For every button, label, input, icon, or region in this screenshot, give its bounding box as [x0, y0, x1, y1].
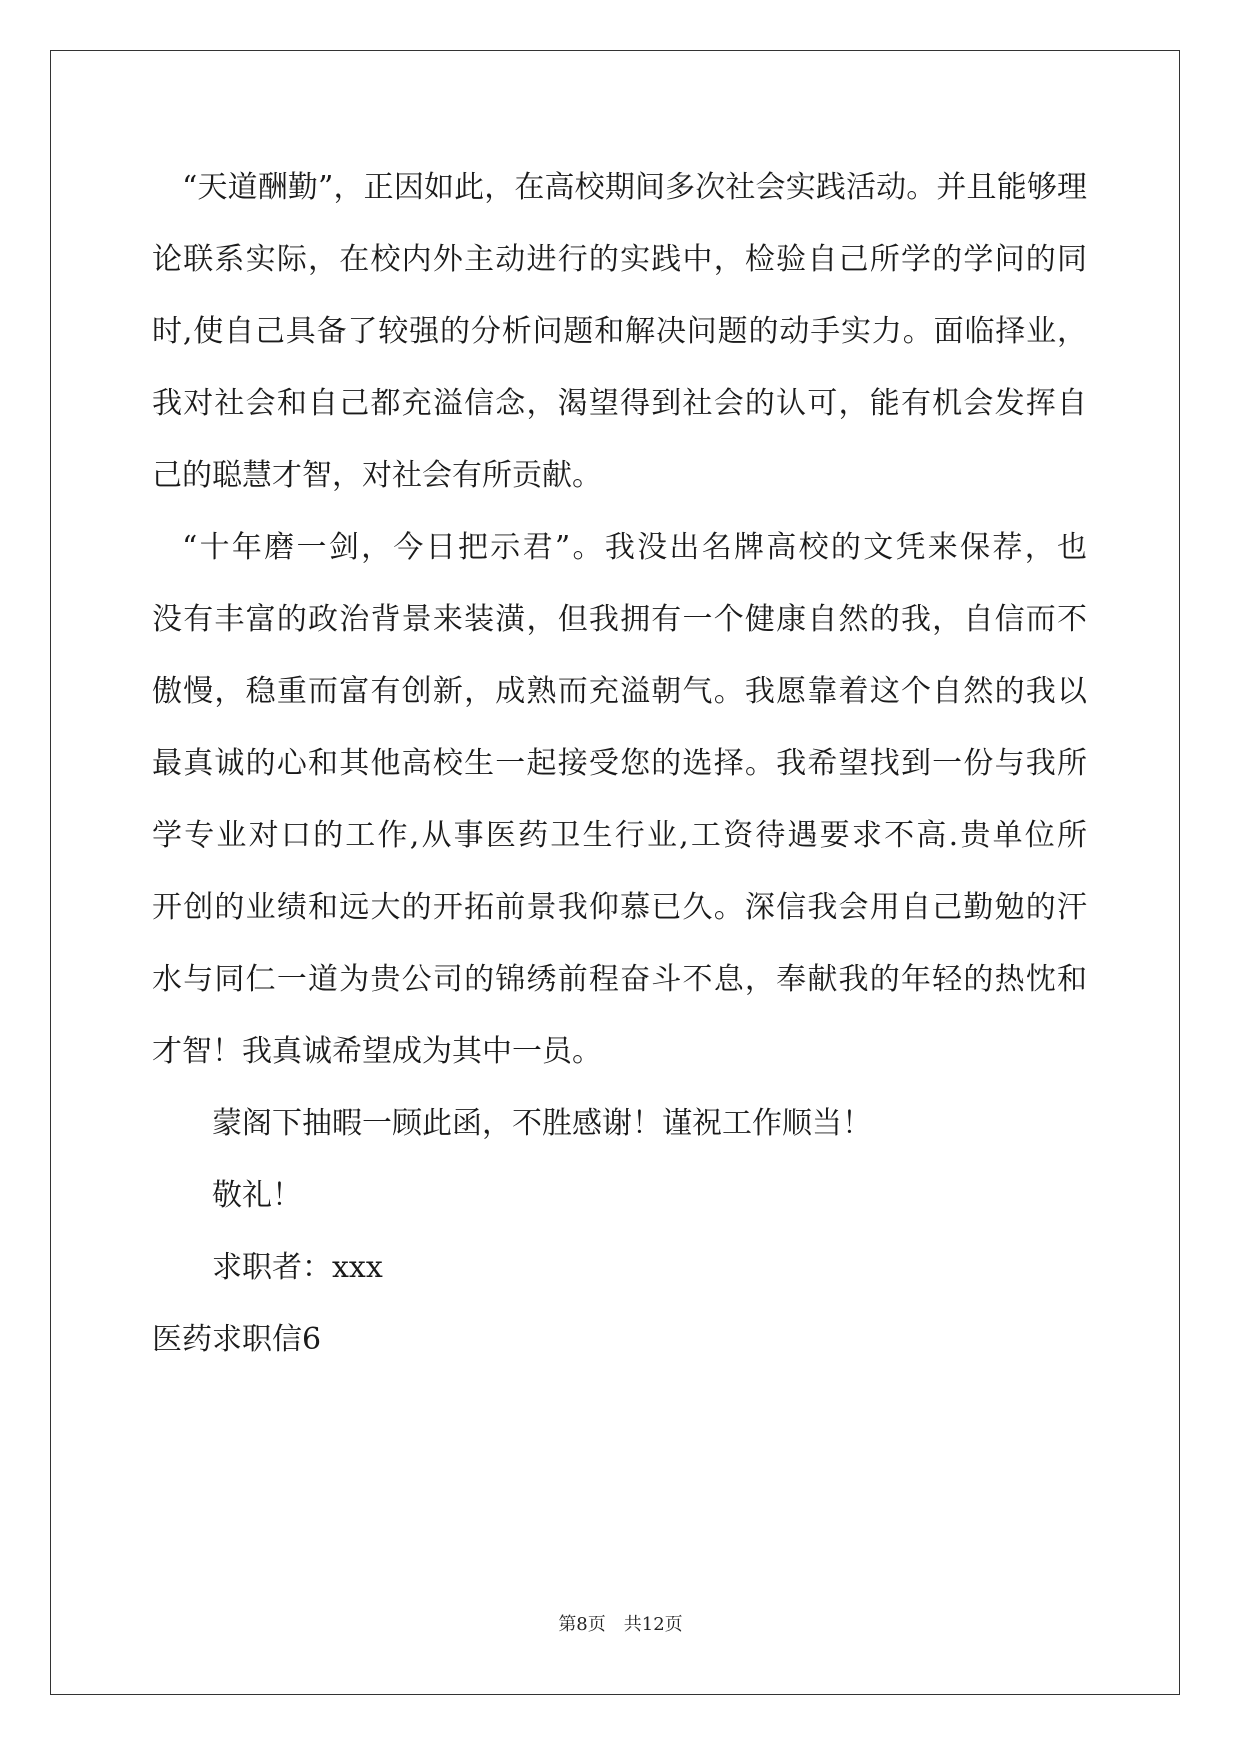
paragraph-line: 时,使自己具备了较强的分析问题和解决问题的动手实力。面临择业， — [152, 314, 1087, 349]
paragraph-line: 己的聪慧才智，对社会有所贡献。 — [152, 458, 602, 493]
paragraph-line: “天道酬勤”，正因如此，在高校期间多次社会实践活动。并且能够理 — [182, 170, 1087, 205]
paragraph-line: 学专业对口的工作,从事医药卫生行业,工资待遇要求不高.贵单位所 — [152, 818, 1087, 853]
paragraph-line: 傲慢，稳重而富有创新，成熟而充溢朝气。我愿靠着这个自然的我以 — [152, 674, 1087, 709]
paragraph-line: 没有丰富的政治背景来装潢，但我拥有一个健康自然的我，自信而不 — [152, 602, 1087, 637]
closing-line: 蒙阁下抽暇一顾此函，不胜感谢！谨祝工作顺当！ — [212, 1106, 872, 1141]
salute-line: 敬礼！ — [212, 1178, 302, 1213]
paragraph-line: 最真诚的心和其他高校生一起接受您的选择。我希望找到一份与我所 — [152, 746, 1087, 781]
page-border — [50, 50, 1180, 1695]
paragraph-line: 水与同仁一道为贵公司的锦绣前程奋斗不息，奉献我的年轻的热忱和 — [152, 962, 1087, 997]
paragraph-line: “十年磨一剑，今日把示君”。我没出名牌高校的文凭来保荐，也 — [182, 530, 1087, 565]
paragraph-line: 论联系实际，在校内外主动进行的实践中，检验自己所学的学问的同 — [152, 242, 1087, 277]
paragraph-line: 才智！我真诚希望成为其中一员。 — [152, 1034, 602, 1069]
paragraph-line: 我对社会和自己都充溢信念，渴望得到社会的认可，能有机会发挥自 — [152, 386, 1087, 421]
signature-line: 求职者：xxx — [212, 1250, 383, 1285]
page-number-footer: 第8页 共12页 — [558, 1614, 683, 1635]
section-heading: 医药求职信6 — [152, 1322, 322, 1357]
paragraph-line: 开创的业绩和远大的开拓前景我仰慕已久。深信我会用自己勤勉的汗 — [152, 890, 1087, 925]
